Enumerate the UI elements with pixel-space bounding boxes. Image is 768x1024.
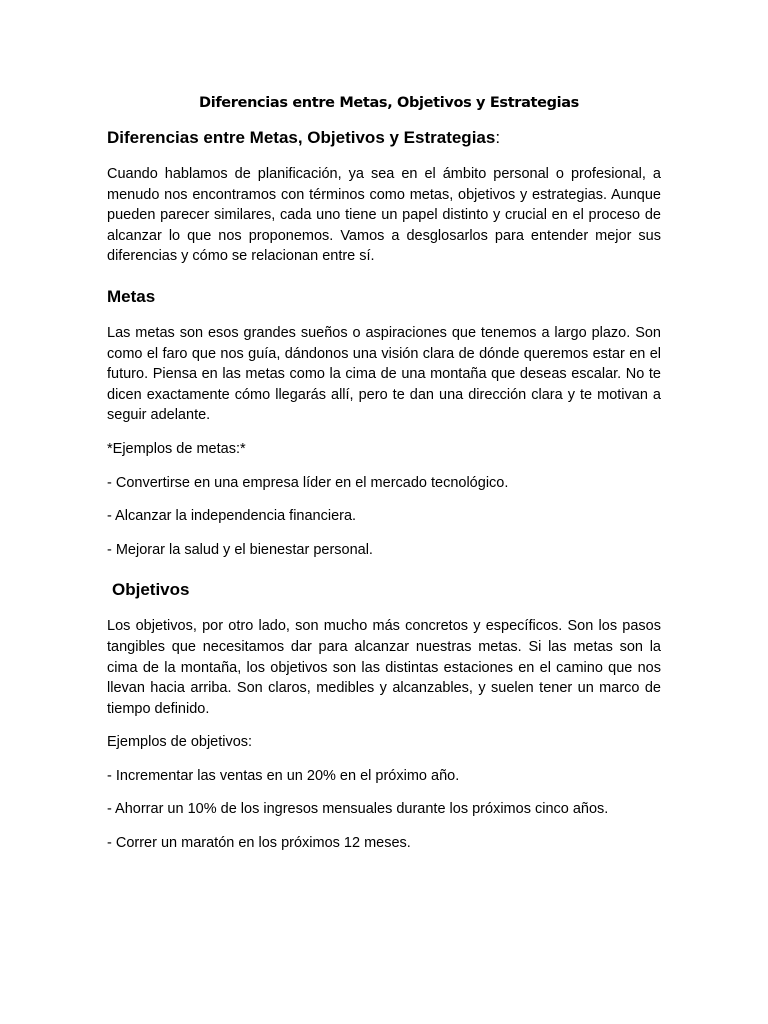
main-heading-colon: :	[495, 128, 501, 147]
metas-example-2: - Alcanzar la independencia financiera.	[107, 508, 357, 525]
objetivos-example-1: - Incrementar las ventas en un 20% en el próximo año.	[107, 767, 460, 784]
metas-heading: Metas	[107, 286, 156, 306]
main-heading-text: Diferencias entre Metas, Objetivos y Estrategias	[107, 128, 496, 147]
objetivos-examples-label: Ejemplos de objetivos:	[107, 734, 253, 751]
document-content	[107, 92, 661, 854]
document-title: Diferencias entre Metas, Objetivos y Estrategias	[199, 95, 579, 111]
metas-example-1: - Convertirse en una empresa líder en el mercado tecnológico.	[107, 474, 509, 491]
metas-examples-label: *Ejemplos de metas:*	[107, 440, 246, 457]
objetivos-example-3: - Correr un maratón en los próximos 12 meses.	[107, 835, 411, 852]
objetivos-heading: Objetivos	[112, 580, 190, 600]
main-heading	[107, 128, 661, 148]
objetivos-paragraph: Los objetivos, por otro lado, son mucho más concretos y específicos. Son los pasos tangibles que necesitamos dar para alcanzar nuestras metas. Si las metas son la cima de la montaña, los objetivos son las distintas estaciones en el camino que nos llevan hacia arriba. Son claros, medibles y alcanzables, y suelen tener un marco de tiempo definido.	[107, 618, 661, 717]
objetivos-example-2: - Ahorrar un 10% de los ingresos mensuales durante los próximos cinco años.	[107, 801, 609, 818]
metas-paragraph: Las metas son esos grandes sueños o aspiraciones que tenemos a largo plazo. Son como el faro que nos guía, dándonos una visión clara de dónde queremos estar en el futuro. Piensa en las metas como la cima de una montaña que deseas escalar. No te dicen exactamente cómo llegarás allí, pero te dan una dirección clara y te motivan a seguir adelante.	[107, 324, 661, 424]
metas-example-3: - Mejorar la salud y el bienestar personal.	[107, 541, 373, 558]
intro-paragraph: Cuando hablamos de planificación, ya sea en el ámbito personal o profesional, a menudo nos encontramos con términos como metas, objetivos y estrategias. Aunque pueden parecer similares, cada uno tiene un papel distinto y crucial en el proceso de alcanzar lo que nos proponemos. Vamos a desglosarlos para entender mejor sus diferencias y cómo se relacionan entre sí.	[107, 166, 661, 265]
